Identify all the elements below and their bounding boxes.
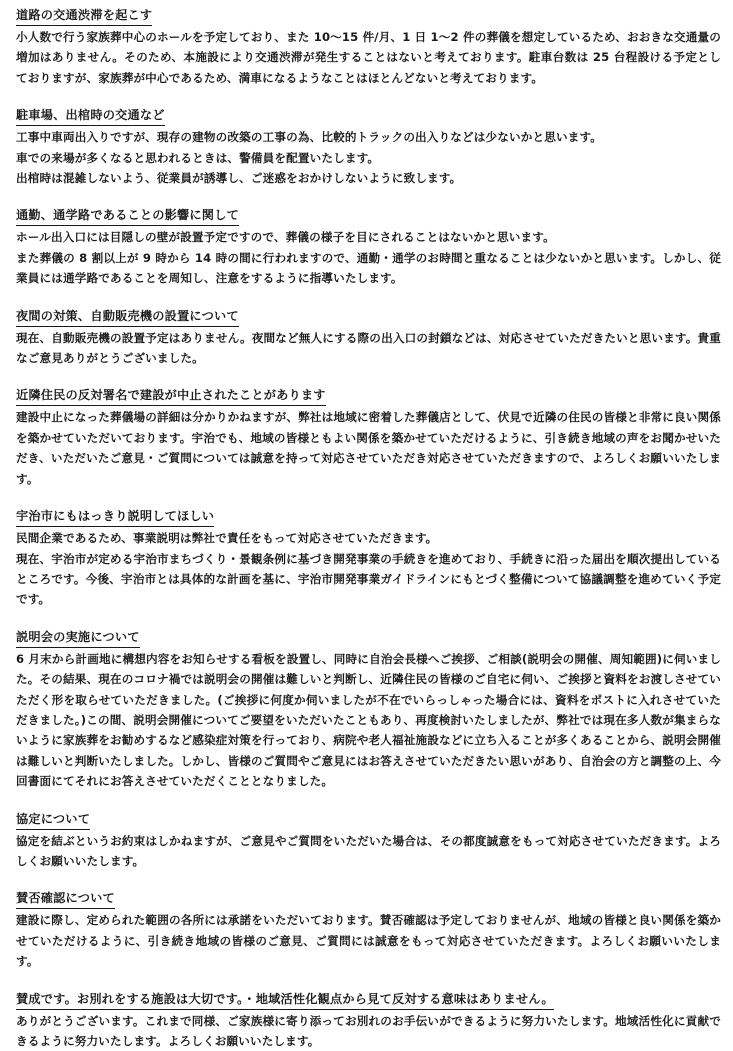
section-paragraph: 民間企業であるため、事業説明は弊社で責任をもって対応させていただきます。 <box>16 531 438 546</box>
section-uji-city-explanation <box>16 505 721 610</box>
section-approval-check <box>16 887 721 971</box>
section-opposition-petition <box>16 384 721 489</box>
section-paragraph: 協定を結ぶというお約束はしかねますが、ご意見やご質問をいただいた場合は、その都度誠意をもって対応させていただきます。よろしくお願いいたします。 <box>16 833 721 868</box>
section-traffic-congestion <box>16 4 721 88</box>
section-heading: 宇治市にもはっきり説明してほしい <box>16 507 214 527</box>
section-support-comment <box>16 988 721 1051</box>
section-paragraph: また葬儀の 8 割以上が 9 時から 14 時の間に行われますので、通勤・通学のお時間と重なることは少ないかと思います。しかし、従業員には通学路であることを周知し、注意をするように指導いたします。 <box>16 250 721 286</box>
section-paragraph: 6 月末から計画地に構想内容をお知らせする看板を設置し、同時に自治会長様へご挨拶、ご相談(説明会の開催、周知範囲)に伺いました。その結果、現在のコロナ禍では説明会の開催は難しいと判断し、近隣住民の皆様のご自宅に伺い、ご挨拶と資料をお渡しさせていただく形を取らせていただきました。(ご挨拶に何度か伺いましたが不在でいらっしゃった場合には、資料をポストに入れさせていただきました。)この間、説明会開催についてご要望をいただいたこともあり、再度検討いたしましたが、弊社では現在多人数が集まらないように家族葬をお勧めするなど感染症対策を行っており、病院や老人福祉施設などに立ち入ることが多くあることから、説明会開催は難しいと判断いたしました。しかし、皆様のご質問やご意見にはお答えさせていただきたい思いがあり、自治会の方と調整の上、今回書面にてそれにお答えさせていただくこととなりました。 <box>16 651 721 789</box>
section-night-vending <box>16 305 721 369</box>
section-heading: 賛成です。お別れをする施設は大切です。・地域活性化観点から見て反対する意味はありません。 <box>16 990 554 1010</box>
section-agreement <box>16 808 721 872</box>
section-heading: 駐車場、出棺時の交通など <box>16 106 165 126</box>
section-heading: 道路の交通渋滞を起こす <box>16 6 152 26</box>
section-heading: 夜間の対策、自動販売機の設置について <box>16 307 239 327</box>
section-paragraph: 出棺時は混雑しないよう、従業員が誘導し、ご迷惑をおかけしないように致します。 <box>16 171 462 186</box>
section-paragraph: ありがとうございます。これまで同様、ご家族様に寄り添ってお別れのお手伝いができるように努力いたします。地域活性化に貢献できるように努力いたします。よろしくお願いいたします。 <box>16 1013 721 1048</box>
section-paragraph: 建設に際し、定められた範囲の各所には承諾をいただいております。賛否確認は予定しておりませんが、地域の皆様と良い関係を築かせていただけるように、引き続き地域の皆様のご意見、ご質問には誠意をもって対応させていただきます。よろしくお願いいたします。 <box>16 913 721 969</box>
section-paragraph: 建設中止になった葬儀場の詳細は分かりかねますが、弊社は地域に密着した葬儀店として、伏見で近隣の住民の皆様と非常に良い関係を築かせていただいております。宇治でも、地域の皆様ともよい関係を築かせていただけるように、引き続き地域の声をお聞かせいただき、いただいたご意見・ご質問については誠意を持って対応させていただき対応させていただきますので、よろしくお願いいたします。 <box>16 410 721 486</box>
section-school-route <box>16 204 721 288</box>
section-paragraph: 車での来場が多くなると思われるときは、警備員を配置いたします。 <box>16 150 380 165</box>
section-heading: 説明会の実施について <box>16 628 140 648</box>
section-heading: 協定について <box>16 810 90 830</box>
section-heading: 通勤、通学路であることの影響に関して <box>16 206 239 226</box>
section-paragraph: 工事中車両出入りですが、現存の建物の改築の工事の為、比較的トラックの出入りなどは少ないかと思います。 <box>16 130 603 145</box>
section-paragraph: 現在、自動販売機の設置予定はありません。夜間など無人にする際の出入口の封鎖などは、対応させていただきたいと思います。貴重なご意見ありがとうございました。 <box>16 330 721 366</box>
section-heading: 賛否確認について <box>16 889 115 909</box>
section-paragraph: 小人数で行う家族葬中心のホールを予定しており、また 10～15 件/月、1 日 1～2 件の葬儀を想定しているため、おおきな交通量の増加はありません。そのため、本施設により交通渋滞が発生することはないと考えております。駐車台数は 25 台程設ける予定としておりますが、家族葬が中心であるため、満車になるようなことはほとんどないと考えております。 <box>16 30 721 85</box>
section-paragraph: 現在、宇治市が定める宇治市まちづくり・景観条例に基づき開発事業の手続きを進めており、手続きに沿った届出を順次提出しているところです。今後、宇治市とは具体的な計画を基に、宇治市開発事業ガイドラインにもとづく整備について協議調整を進めていく予定です。 <box>16 551 721 607</box>
section-paragraph: ホール出入口には目隠しの壁が設置予定ですので、葬儀の様子を目にされることはないかと思います。 <box>16 230 555 245</box>
section-parking-traffic <box>16 104 721 188</box>
section-briefing-session <box>16 626 721 792</box>
section-heading: 近隣住民の反対署名で建設が中止されたことがあります <box>16 386 326 406</box>
